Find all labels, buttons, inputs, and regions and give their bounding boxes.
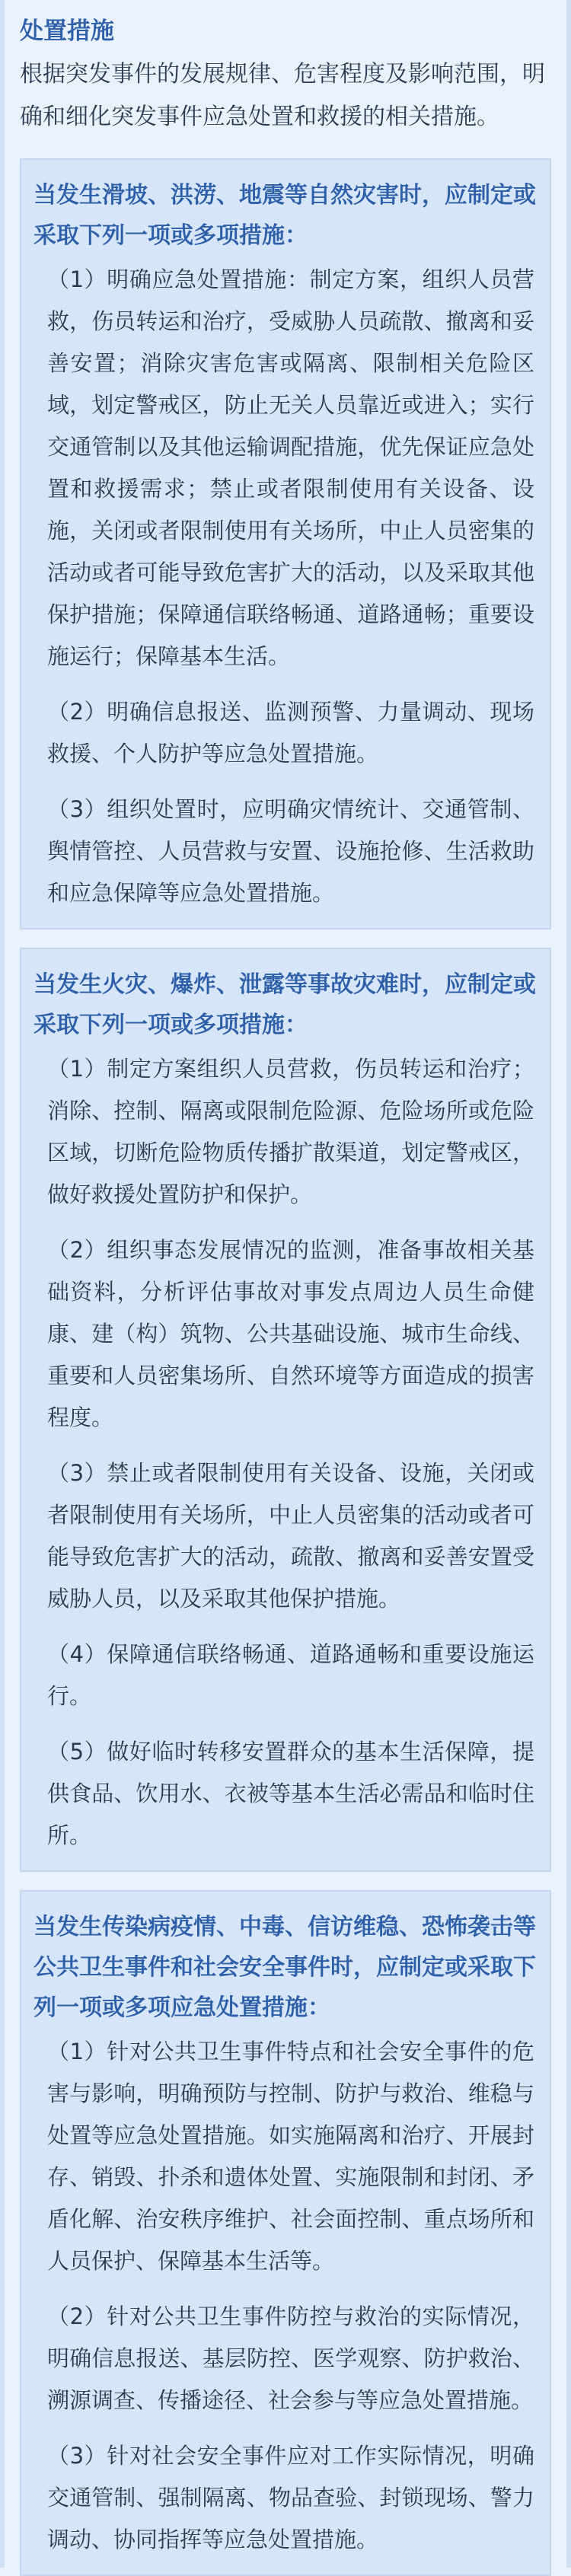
block-heading: 当发生滑坡、洪涝、地震等自然灾害时，应制定或采取下列一项或多项措施： — [33, 182, 536, 249]
measure-item: （2）明确信息报送、监测预警、力量调动、现场救援、个人防护等应急处置措施。 — [47, 699, 534, 767]
section-title: 处置措施 — [20, 18, 114, 45]
measure-item: （1）针对公共卫生事件特点和社会安全事件的危害与影响，明确预防与控制、防护与救治、维稳与处置等应急处置措施。如实施隔离和治疗、开展封存、销毁、扑杀和遗体处置、实施限制和封闭、矛盾化解、治安秩序维护、社会面控制、重点场所和人员保护、保障基本生活等。 — [47, 2039, 534, 2274]
measure-item: （2）组织事态发展情况的监测，准备事故相关基础资料，分析评估事故对事发点周边人员生命健康、建（构）筑物、公共基础设施、城市生命线、重要和人员密集场所、自然环境等方面造成的损害程度。 — [47, 1237, 534, 1430]
measure-item: （5）做好临时转移安置群众的基本生活保障，提供食品、饮用水、衣被等基本生活必需品和临时住所。 — [47, 1739, 534, 1848]
measure-item: （2）针对公共卫生事件防控与救治的实际情况，明确信息报送、基层防控、医学观察、防护救治、溯源调查、传播途径、社会参与等应急处置措施。 — [47, 2303, 534, 2413]
measure-item: （4）保障通信联络畅通、道路通畅和重要设施运行。 — [47, 1641, 534, 1709]
block-heading: 当发生传染病疫情、中毒、信访维稳、恐怖袭击等公共卫生事件和社会安全事件时，应制定或采取下列一项或多项应急处置措施： — [33, 1914, 536, 2021]
measure-item: （3）组织处置时，应明确灾情统计、交通管制、舆情管控、人员营救与安置、设施抢修、生活救助和应急保障等应急处置措施。 — [47, 796, 534, 906]
measure-item: （3）针对社会安全事件应对工作实际情况，明确交通管制、强制隔离、物品查验、封锁现场、警力调动、协同指挥等应急处置措施。 — [47, 2443, 534, 2552]
public-health-security-block — [20, 1890, 551, 2576]
measure-item: （1）明确应急处置措施：制定方案，组织人员营救，伤员转运和治疗，受威胁人员疏散、撤离和妥善安置；消除灾害危害或隔离、限制相关危险区域，划定警戒区，防止无关人员靠近或进入；实行交通管制以及其他运输调配措施，优先保证应急处置和救援需求；禁止或者限制使用有关设备、设施，关闭或者限制使用有关场所，中止人员密集的活动或者可能导致危害扩大的活动，以及采取其他保护措施；保障通信联络畅通、道路通畅；重要设施运行；保障基本生活。 — [47, 266, 534, 669]
accident-disaster-block — [20, 948, 551, 1872]
section-intro: 根据突发事件的发展规律、危害程度及影响范围，明确和细化突发事件应急处置和救援的相关措施。 — [20, 61, 545, 130]
measure-item: （3）禁止或者限制使用有关设备、设施，关闭或者限制使用有关场所，中止人员密集的活动或者可能导致危害扩大的活动，疏散、撤离和妥善安置受威胁人员，以及采取其他保护措施。 — [47, 1460, 534, 1612]
natural-disaster-block — [20, 158, 551, 929]
block-heading: 当发生火灾、爆炸、泄露等事故灾难时，应制定或采取下列一项或多项措施： — [33, 971, 536, 1038]
measure-item: （1）制定方案组织人员营救，伤员转运和治疗；消除、控制、隔离或限制危险源、危险场所或危险区域，切断危险物质传播扩散渠道，划定警戒区，做好救援处置防护和保护。 — [47, 1056, 534, 1207]
